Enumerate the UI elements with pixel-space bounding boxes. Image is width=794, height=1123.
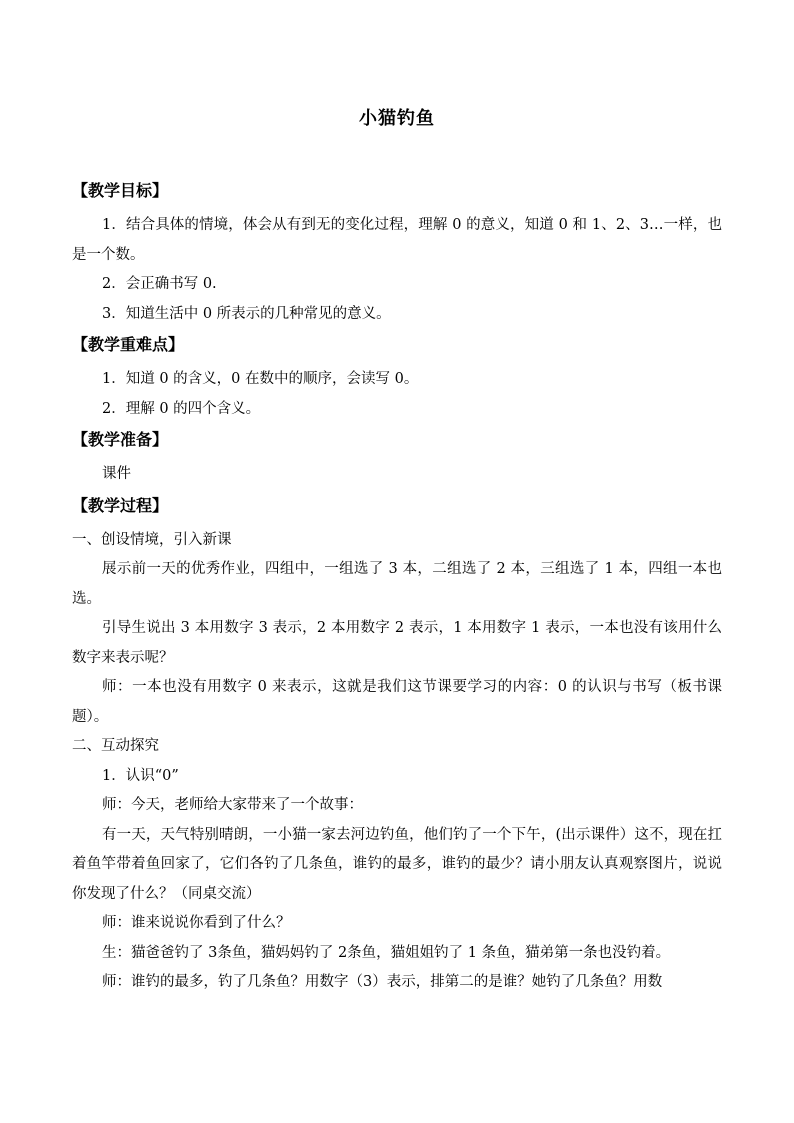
process-paragraph: 展示前一天的优秀作业，四组中，一组选了 3 本，二组选了 2 本，三组选了 1 本，四组一本也选。 xyxy=(72,561,722,607)
process-paragraph: 有一天，天气特别晴朗，一小猫一家去河边钓鱼，他们钓了一个下午，(出示课件）这不，现在扛着鱼竿带着鱼回家了，它们各钓了几条鱼，谁钓的最多，谁钓的最少？请小朋友认真观察图片，说说你发现了什么？（同桌交流） xyxy=(72,826,722,902)
preparation-item: 课件 xyxy=(102,466,131,482)
goal-item: 3．知道生活中 0 所表示的几种常见的意义。 xyxy=(102,305,391,322)
goal-item: 1．结合具体的情境，体会从有到无的变化过程，理解 0 的意义，知道 0 和 1、2、3…一样，也是一个数。 xyxy=(72,217,722,263)
process-paragraph: 师：谁来说说你看到了什么？ xyxy=(102,915,291,931)
goal-item: 2．会正确书写 0. xyxy=(102,276,217,292)
process-paragraph: 1．认识“0” xyxy=(102,767,179,784)
key-point-item: 1．知道 0 的含义，0 在数中的顺序，会读写 0。 xyxy=(102,371,419,387)
document-body xyxy=(72,175,722,998)
process-part-title: 二、互动探究 xyxy=(72,738,159,754)
process-paragraph: 师：今天，老师给大家带来了一个故事： xyxy=(102,797,363,813)
process-paragraph: 师：谁钓的最多，钓了几条鱼？用数字（3）表示，排第二的是谁？她钓了几条鱼？用数 xyxy=(102,974,663,990)
process-paragraph: 师：一本也没有用数字 0 来表示，这就是我们这节课要学习的内容：0 的认识与书写（板书课题）。 xyxy=(72,679,722,725)
document-title: 小猫钓鱼 xyxy=(359,108,435,129)
section-heading-goals: 【教学目标】 xyxy=(72,181,169,200)
section-heading-key-points: 【教学重难点】 xyxy=(72,335,185,354)
process-paragraph: 生：猫爸爸钓了 3条鱼，猫妈妈钓了 2条鱼，猫姐姐钓了 1 条鱼，猫弟第一条也没钓着。 xyxy=(102,944,671,961)
process-paragraph: 引导生说出 3 本用数字 3 表示，2 本用数字 2 表示，1 本用数字 1 表示，一本也没有该用什么数字来表示呢？ xyxy=(72,620,722,666)
process-part-title: 一、创设情境，引入新课 xyxy=(72,531,232,548)
section-heading-preparation: 【教学准备】 xyxy=(72,430,169,449)
key-point-item: 2．理解 0 的四个含义。 xyxy=(102,400,261,417)
section-heading-process: 【教学过程】 xyxy=(72,495,169,515)
